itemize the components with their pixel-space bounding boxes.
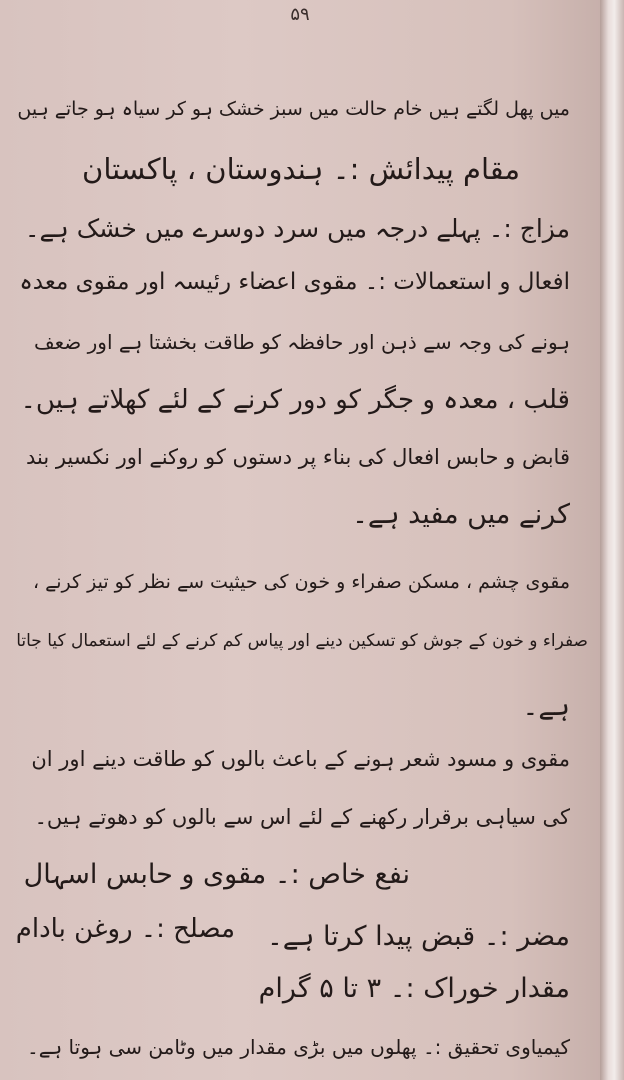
text-line: مقوی و مسود شعر ہونے کے باعث بالوں کو طاقت دینے اور ان <box>31 747 570 771</box>
text-line: کیمیاوی تحقیق :۔ پھلوں میں بڑی مقدار میں وٹامن سی ہوتا ہے۔ <box>27 1035 570 1059</box>
text-line: مصلح :۔ روغن بادام <box>15 914 235 944</box>
text-line: کی سیاہی برقرار رکھنے کے لئے اس سے بالوں کو دھوتے ہیں۔ <box>34 805 570 829</box>
text-line: میں پھل لگتے ہیں خام حالت میں سبز خشک ہو کر سیاہ ہو جاتے ہیں <box>17 98 570 120</box>
text-line: صفراء و خون کے جوش کو تسکین دینے اور پیاس کم کرنے کے لئے استعمال کیا جاتا <box>16 631 588 651</box>
page-number: ۵۹ <box>290 4 310 25</box>
text-line: افعال و استعمالات :۔ مقوی اعضاء رئیسہ اور مقوی معدہ <box>19 269 570 295</box>
text-line: کرنے میں مفید ہے۔ <box>352 499 570 530</box>
text-line: مقوی چشم ، مسکن صفراء و خون کی حیثیت سے نظر کو تیز کرنے ، <box>32 571 570 593</box>
text-line: مزاج :۔ پہلے درجہ میں سرد دوسرے میں خشک ہے۔ <box>24 214 570 243</box>
text-line: مقام پیدائش :۔ ہندوستان ، پاکستان <box>82 152 520 186</box>
text-line: ہے۔ <box>522 691 570 722</box>
book-spine-edge <box>600 0 624 1080</box>
text-line: مضر :۔ قبض پیدا کرتا ہے۔ <box>266 921 570 952</box>
text-line: مقدار خوراک :۔ ۳ تا ۵ گرام <box>258 973 570 1004</box>
text-line: قابض و حابس افعال کی بناء پر دستوں کو روکنے اور نکسیر بند <box>25 445 570 469</box>
text-line: ہونے کی وجہ سے ذہن اور حافظہ کو طاقت بخشتا ہے اور ضعف <box>33 330 570 354</box>
text-line: قلب ، معدہ و جگر کو دور کرنے کے لئے کھلاتے ہیں۔ <box>20 385 570 415</box>
text-line: نفع خاص :۔ مقوی و حابس اسہال <box>23 859 410 890</box>
